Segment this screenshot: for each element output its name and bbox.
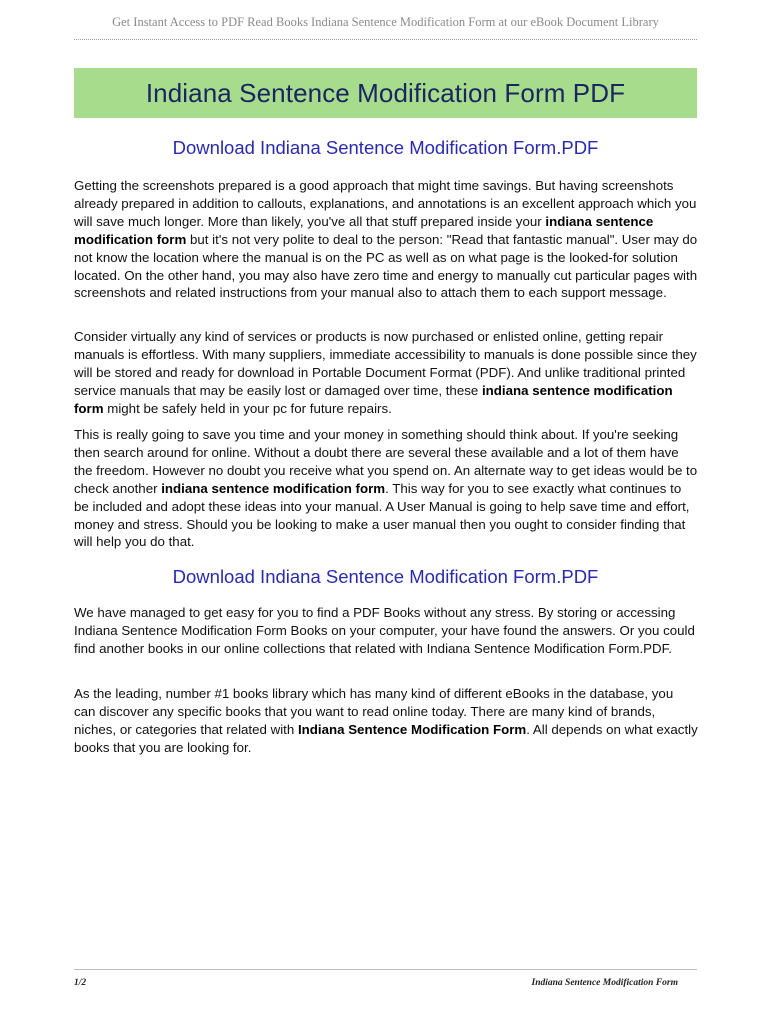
section-heading-2[interactable]: Download Indiana Sentence Modification Form.PDF [172, 566, 599, 587]
paragraph-3 [74, 426, 698, 551]
paragraph-1 [74, 177, 698, 302]
paragraph-2 [74, 328, 698, 418]
bold-keyword: indiana sentence modification form [74, 382, 673, 416]
text-run: . All depends on what exactly books that you are looking for. [74, 721, 698, 755]
page-title: Indiana Sentence Modification Form PDF [145, 77, 626, 108]
footer-doc-title: Indiana Sentence Modification Form [531, 978, 678, 988]
header-banner-text: Get Instant Access to PDF Read Books Indiana Sentence Modification Form at our eBook Document Library [112, 15, 659, 29]
text-run: As the leading, number #1 books library which has many kind of different eBooks in the database, you can discover any specific books that you want to read online today. There are many kind of brands, niches, or categories that related with [74, 686, 674, 737]
paragraph-5 [74, 685, 698, 757]
text-run: We have managed to get easy for you to find a PDF Books without any stress. By storing or accessing Indiana Sentence Modification Form Books on your computer, your have found the answers. Or you could find another books in our online collections that related with Indiana Sentence Modification Form.PDF. [74, 605, 695, 656]
text-run: This is really going to save you time and your money in something should think about. If you're seeking then search around for online. Without a doubt there are several these available and a lot of them have the freedom. However no doubt you receive what you spend on. An alternate way to get ideas would be to check another [74, 427, 698, 496]
text-run: Consider virtually any kind of services or products is now purchased or enlisted online, getting repair manuals is effortless. With many suppliers, immediate accessibility to manuals is done possible since they will be stored and ready for download in Portable Document Format (PDF). And unlike traditional printed service manuals that may be easily lost or damaged over time, these [74, 329, 697, 398]
bold-keyword: Indiana Sentence Modification Form [297, 721, 527, 737]
text-run: . This way for you to see exactly what continues to be included and adopt these ideas into your manual. A User Manual is going to help save time and effort, money and stress. Should you be looking to make a user manual then you ought to consider finding that will help you do that. [74, 480, 690, 550]
text-run: Getting the screenshots prepared is a good approach that might time savings. But having screenshots already prepared in addition to callouts, explanations, and annotations is an excellent approach which you will save much longer. More than likely, you've all that stuff prepared inside your [74, 178, 697, 229]
title-banner [74, 68, 697, 118]
section-heading-1[interactable]: Download Indiana Sentence Modification Form.PDF [172, 137, 599, 158]
footer-divider [74, 969, 697, 970]
text-run: but it's not very polite to deal to the person: "Read that fantastic manual". User may do not know the location where the manual is on the PC as well as on what page is the looked-for solution located. On the other hand, you may also have zero time and energy to manually cut particular pages with screenshots and related instructions from your manual also to attach them to each support message. [74, 231, 698, 301]
text-run: might be safely held in your pc for future repairs. [103, 400, 392, 416]
header-divider [74, 39, 697, 40]
paragraph-4 [74, 604, 698, 658]
bold-keyword: indiana sentence modification form [74, 213, 654, 247]
footer-page-number: 1/2 [74, 978, 87, 988]
bold-keyword: indiana sentence modification form [161, 480, 386, 496]
